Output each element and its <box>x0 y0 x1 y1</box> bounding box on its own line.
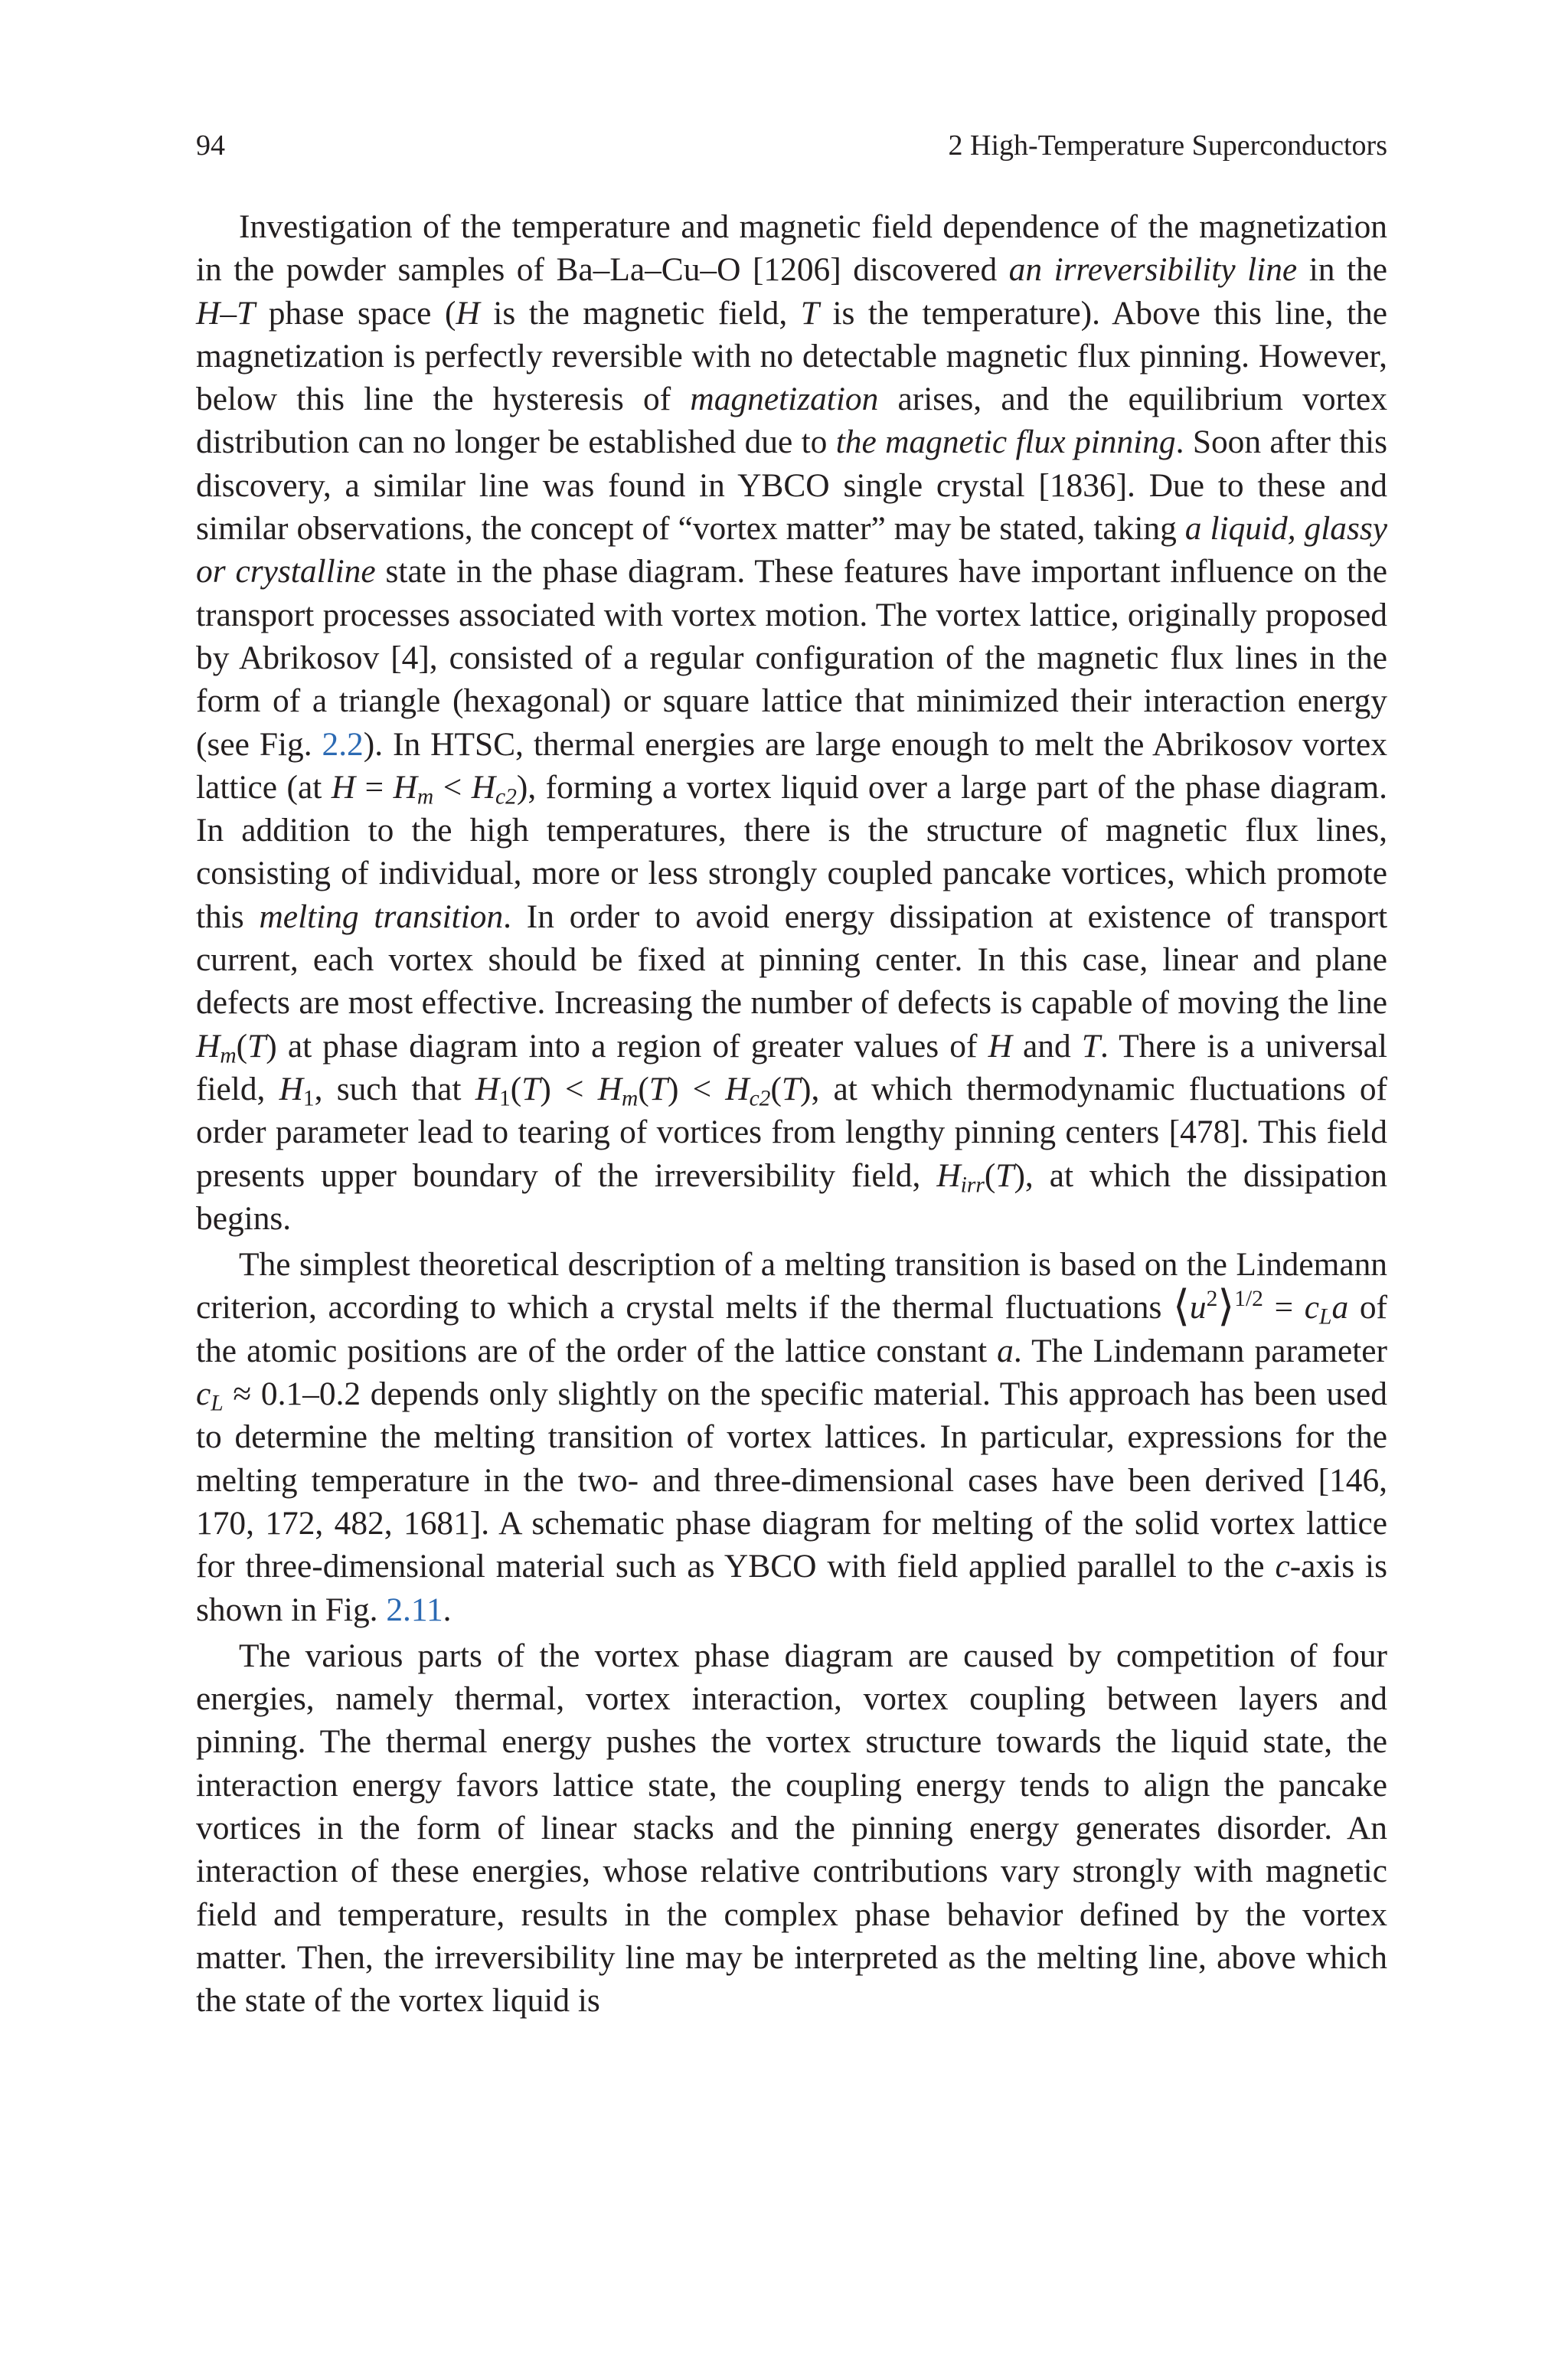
text-run: an irreversibility line <box>1008 251 1298 289</box>
text-run: H <box>456 294 480 332</box>
text-run: H <box>475 1070 500 1107</box>
text-run: m <box>622 1086 639 1111</box>
text-run: . Soon after this discovery, a similar line was found in YBCO single crystal [1836]. Due to these and similar observations, the concept of “vortex matter” may be stated, taking <box>196 424 1387 548</box>
text-run: irr <box>960 1172 985 1197</box>
text-run: 1 <box>302 1086 315 1111</box>
text-run: ). In HTSC, thermal energies are large enough to melt the Abrikosov vortex lattice (at <box>196 725 1387 806</box>
text-run: 1 <box>499 1086 511 1111</box>
text-run: H <box>196 1027 220 1065</box>
text-run: in the <box>1297 251 1387 289</box>
text-run: a <box>997 1332 1014 1369</box>
text-run: = <box>355 768 394 806</box>
text-run: < <box>433 768 472 806</box>
text-run: . In order to avoid energy dissipation at existence of transport current, each vortex should be fixed at pinning center. In this case, linear and plane defects are most effective. Increasing the number of defects is capable of moving the line <box>196 898 1387 1022</box>
text-run: ), at which thermodynamic fluctuations of order parameter lead to tearing of vortices from lengthy pinning centers [478]. This field presents upper boundary of the irreversibility field, <box>196 1070 1387 1194</box>
text-run: H <box>725 1070 750 1107</box>
text-run: ) < <box>667 1070 726 1107</box>
text-run: c <box>196 1375 211 1413</box>
text-run: ), at which the dissipation begins. <box>196 1156 1387 1237</box>
text-run: – <box>220 294 237 332</box>
page-number: 94 <box>196 129 225 162</box>
text-run: melting transition <box>259 898 504 935</box>
text-run: m <box>416 784 434 810</box>
text-run: H <box>471 768 496 806</box>
text-run: ( <box>770 1070 782 1107</box>
paragraph <box>196 1634 1387 2023</box>
text-run: , such that <box>314 1070 475 1107</box>
text-run: ( <box>236 1027 248 1065</box>
text-run: m <box>220 1043 237 1068</box>
text-run: arises, and the equilibrium vortex distribution can no longer be established due to <box>196 381 1387 461</box>
text-run: ) < <box>540 1070 598 1107</box>
text-run: c2 <box>495 784 517 810</box>
text-run: the magnetic flux pinning <box>835 424 1176 461</box>
text-run: c <box>1304 1289 1320 1326</box>
text-run: T <box>995 1156 1014 1194</box>
text-run: magnetization <box>690 381 879 418</box>
text-run: and <box>1011 1027 1082 1065</box>
text-run: a liquid, glassy or crystalline <box>196 510 1388 590</box>
text-run: The various parts of the vortex phase diagram are caused by competition of four energies, namely thermal, vortex interaction, vortex coupling between layers and pinning. The thermal energy pushes the vortex structure towards the liquid state, the interaction energy favors lattice state, the coupling energy tends to align the pancake vortices in the form of linear stacks and the pinning energy generates disorder. An interaction of these energies, whose relative contributions vary strongly with magnetic field and temperature, results in the complex phase behavior defined by the vortex matter. Then, the irreversibility line may be interpreted as the melting line, above which the state of the vortex liquid is <box>196 1637 1387 2020</box>
figure-reference-link[interactable]: 2.11 <box>386 1591 443 1628</box>
text-run: L <box>211 1391 224 1416</box>
text-run: 2 <box>1206 1287 1218 1312</box>
text-run: phase space ( <box>255 294 456 332</box>
text-run: ≈ 0.1–0.2 depends only slightly on the specific material. This approach has been used to determine the melting transition of vortex lattices. In particular, expressions for the melting temperature in the two- and three-dimensional cases have been derived [146, 170, 172, 482, 1681]. A schematic phase diagram for melting of the solid vortex lattice for three-dimensional material such as YBCO with field applied parallel to the <box>196 1375 1387 1585</box>
text-run: ), forming a vortex liquid over a large part of the phase diagram. In addition to the high temperatures, there is the structure of magnetic flux lines, consisting of individual, more or less strongly coupled pancake vortices, which promote this <box>196 768 1387 935</box>
text-run: ( <box>638 1070 649 1107</box>
text-run: The simplest theoretical description of a melting transition is based on the Lindemann criterion, according to which a crystal melts if the thermal fluctuations <box>196 1246 1387 1326</box>
text-run: u <box>1189 1289 1207 1326</box>
text-run: H <box>393 768 417 806</box>
text-run: T <box>800 294 819 332</box>
page-header <box>196 124 1387 167</box>
text-run: T <box>781 1070 801 1107</box>
text-run: ⟨ <box>1173 1283 1190 1331</box>
text-run: T <box>247 1027 266 1065</box>
text-run: c2 <box>749 1086 771 1111</box>
text-run: is the temperature). Above this line, the magnetization is perfectly reversible with no detectable magnetic flux pinning. However, below this line the hysteresis of <box>196 294 1387 418</box>
text-run: T <box>237 294 256 332</box>
running-title: 2 High-Temperature Superconductors <box>948 129 1387 162</box>
text-run: . <box>443 1591 452 1628</box>
text-run: = <box>1263 1289 1305 1326</box>
text-run: H <box>597 1070 622 1107</box>
text-run: -axis is shown in Fig. <box>196 1548 1387 1628</box>
text-run: T <box>648 1070 668 1107</box>
text-run: H <box>936 1156 961 1194</box>
text-run: a <box>1331 1289 1349 1326</box>
figure-reference-link[interactable]: 2.2 <box>322 725 364 763</box>
text-run: 1/2 <box>1234 1287 1263 1312</box>
text-run: is the magnetic field, <box>479 294 801 332</box>
paragraph <box>196 205 1387 1240</box>
text-run: Investigation of the temperature and magnetic field dependence of the magnetization in the powder samples of Ba–La–Cu–O [1206] discovered <box>196 208 1387 289</box>
text-run: . The Lindemann parameter <box>1013 1332 1387 1369</box>
paragraph <box>196 1243 1387 1631</box>
text-run: ) at phase diagram into a region of greater values of <box>266 1027 988 1065</box>
text-run: of the atomic positions are of the order of the lattice constant <box>196 1289 1387 1369</box>
text-run: H <box>279 1070 303 1107</box>
text-run: . There is a universal field, <box>196 1027 1387 1107</box>
body-text <box>196 205 1387 2022</box>
text-run: T <box>521 1070 541 1107</box>
text-run: L <box>1319 1304 1332 1330</box>
text-run: H <box>988 1027 1012 1065</box>
text-run: ( <box>510 1070 522 1107</box>
text-run: H <box>331 768 356 806</box>
text-run: state in the phase diagram. These features have important influence on the transport processes associated with vortex motion. The vortex lattice, originally proposed by Abrikosov [4], consisted of a regular configuration of the magnetic flux lines in the form of a triangle (hexagonal) or square lattice that minimized their interaction energy (see Fig. <box>196 553 1387 763</box>
text-run: ( <box>984 1156 996 1194</box>
text-run: T <box>1081 1027 1100 1065</box>
text-run: H <box>196 294 220 332</box>
text-run: ⟩ <box>1217 1283 1235 1331</box>
text-run: c <box>1275 1548 1290 1585</box>
